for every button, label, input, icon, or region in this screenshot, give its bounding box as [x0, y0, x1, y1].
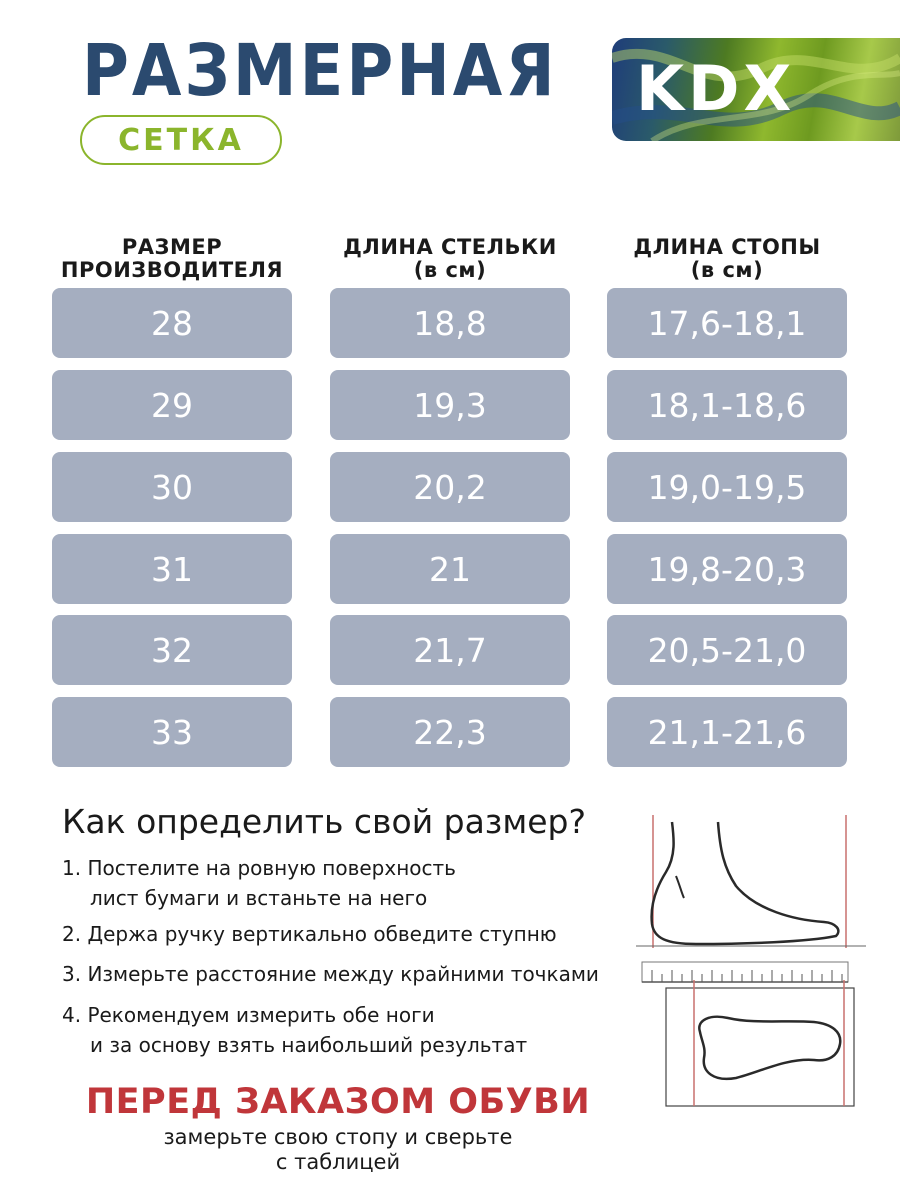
order-warning: ПЕРЕД ЗАКАЗОМ ОБУВИ: [85, 1082, 591, 1122]
table-cell-foot: 19,8-20,3: [607, 534, 847, 604]
howto-step-2: [62, 919, 557, 949]
table-cell-insole: 21: [330, 534, 570, 604]
table-cell-size: 31: [52, 534, 292, 604]
table-cell-foot: 21,1-21,6: [607, 697, 847, 767]
table-cell-foot: 19,0-19,5: [607, 452, 847, 522]
table-cell-size: 32: [52, 615, 292, 685]
order-note-line: с таблицей: [275, 1150, 401, 1174]
howto-step-3: [62, 959, 599, 989]
column-header-line: ДЛИНА СТЕЛЬКИ: [343, 235, 557, 259]
column-header-manufacturer-size: [22, 236, 322, 282]
table-cell-insole: 20,2: [330, 452, 570, 522]
table-cell-insole: 22,3: [330, 697, 570, 767]
table-cell-insole: 18,8: [330, 288, 570, 358]
howto-step-text: 1. Постелите на ровную поверхность: [62, 856, 456, 880]
table-cell-foot: 18,1-18,6: [607, 370, 847, 440]
howto-step-1: [62, 853, 456, 913]
column-header-line: (в см): [690, 258, 764, 282]
page-subtitle: СЕТКА: [80, 115, 282, 165]
order-note-line: замерьте свою стопу и сверьте: [163, 1125, 513, 1149]
howto-step-text: 4. Рекомендуем измерить обе ноги: [62, 1003, 435, 1027]
howto-step-text: лист бумаги и встаньте на него: [90, 886, 428, 910]
howto-step-4: [62, 1000, 527, 1060]
table-cell-size: 33: [52, 697, 292, 767]
column-header-insole-length: [300, 236, 600, 282]
table-cell-size: 28: [52, 288, 292, 358]
howto-title: Как определить свой размер?: [62, 802, 587, 841]
brand-logo: [612, 38, 900, 141]
order-note: [0, 1125, 676, 1175]
table-cell-foot: 20,5-21,0: [607, 615, 847, 685]
ruler-icon: [642, 962, 848, 982]
table-cell-size: 30: [52, 452, 292, 522]
table-cell-size: 29: [52, 370, 292, 440]
table-cell-foot: 17,6-18,1: [607, 288, 847, 358]
column-header-line: (в см): [413, 258, 487, 282]
page-title: РАЗМЕРНАЯ: [82, 30, 558, 113]
table-cell-insole: 19,3: [330, 370, 570, 440]
column-header-line: ПРОИЗВОДИТЕЛЯ: [60, 258, 284, 282]
table-cell-insole: 21,7: [330, 615, 570, 685]
foot-measurement-illustration: [636, 810, 866, 1110]
howto-step-text: 3. Измерьте расстояние между крайними точками: [62, 962, 599, 986]
column-header-line: ДЛИНА СТОПЫ: [633, 235, 821, 259]
howto-step-text: 2. Держа ручку вертикально обведите ступню: [62, 922, 557, 946]
brand-name: KDX: [636, 52, 796, 125]
column-header-line: РАЗМЕР: [121, 235, 223, 259]
column-header-foot-length: [577, 236, 877, 282]
howto-step-text: и за основу взять наибольший результат: [90, 1033, 528, 1057]
